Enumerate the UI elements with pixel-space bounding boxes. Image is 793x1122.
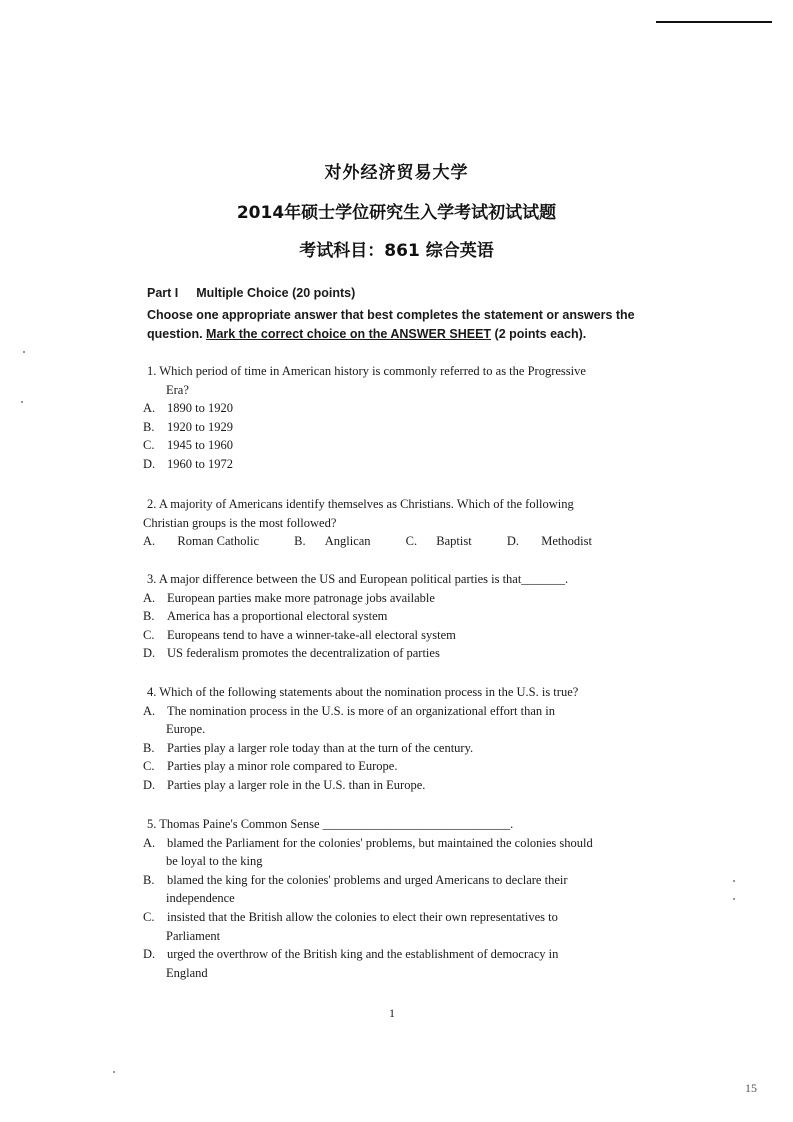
option-c: C. Parties play a minor role compared to Europe. [143, 759, 398, 774]
university-name: 对外经济贸易大学 [324, 163, 469, 183]
option-d-cont: England [166, 965, 208, 980]
question-stem: 2. A majority of Americans identify themselves as Christians. Which of the following [147, 497, 574, 511]
part-name: Multiple Choice (20 points) [196, 286, 356, 300]
option-c: C. Europeans tend to have a winner-take-all electoral system [143, 627, 456, 642]
option-a: A. The nomination process in the U.S. is more of an organizational effort than in [143, 703, 555, 718]
part-heading [147, 286, 355, 300]
corner-number: 15 [745, 1081, 757, 1095]
option-b: B. America has a proportional electoral system [143, 609, 388, 624]
option-a: A. blamed the Parliament for the colonies' problems, but maintained the colonies should [143, 835, 593, 850]
question-stem: 1. Which period of time in American history is commonly referred to as the Progressive [147, 364, 586, 378]
question-3 [143, 570, 651, 663]
option-a: A. Roman Catholic [143, 534, 259, 549]
scan-speck [23, 351, 25, 353]
option-b: B. Anglican [294, 534, 371, 549]
instruction-points: (2 points each). [494, 327, 587, 341]
option-d: D. US federalism promotes the decentralization of parties [143, 646, 440, 661]
question-stem-cont: Era? [166, 382, 189, 397]
question-stem: 4. Which of the following statements about the nomination process in the U.S. is true? [147, 685, 579, 699]
scan-speck [733, 880, 735, 882]
option-c-cont: Parliament [166, 928, 221, 943]
instruction-text: Choose one appropriate answer that best completes the statement or answers the question. [147, 308, 635, 341]
question-stem: 5. Thomas Paine's Common Sense ______________________________. [147, 817, 514, 831]
scan-speck [113, 1071, 115, 1073]
exam-title: 2014年硕士学位研究生入学考试初试试题 [236, 203, 557, 223]
option-b: B. blamed the king for the colonies' problems and urged Americans to declare their [143, 872, 568, 887]
top-rule [656, 21, 772, 23]
question-4 [143, 683, 651, 795]
option-b: B. 1920 to 1929 [143, 419, 233, 434]
instruction-underlined: Mark the correct choice on the ANSWER SHEET [206, 327, 492, 341]
part-label: Part I [147, 286, 179, 300]
option-a: A. 1890 to 1920 [143, 401, 233, 416]
option-c: C. insisted that the British allow the colonies to elect their own representatives to [143, 909, 558, 924]
option-b: B. Parties play a larger role today than at the turn of the century. [143, 740, 474, 755]
question-stem: 3. A major difference between the US and European political parties is that_______. [147, 572, 569, 586]
question-stem-cont: Christian groups is the most followed? [143, 515, 337, 530]
question-1 [143, 362, 651, 474]
option-a-cont: be loyal to the king [166, 854, 263, 869]
instructions [147, 306, 647, 344]
option-d: D. 1960 to 1972 [143, 456, 233, 471]
page-number: 1 [389, 1006, 395, 1020]
option-c: C. 1945 to 1960 [143, 438, 233, 453]
option-c: C. Baptist [405, 534, 472, 549]
question-2 [143, 495, 651, 551]
scan-speck [21, 401, 23, 403]
scan-speck [733, 898, 735, 900]
option-a-cont: Europe. [166, 722, 206, 737]
question-5 [143, 815, 651, 982]
option-d: D. urged the overthrow of the British king and the establishment of democracy in [143, 947, 559, 962]
exam-subject: 考试科目：861 综合英语 [299, 241, 494, 261]
option-a: A. European parties make more patronage jobs available [143, 590, 435, 605]
inline-options [143, 532, 651, 551]
option-d: D. Methodist [506, 534, 592, 549]
option-d: D. Parties play a larger role in the U.S. than in Europe. [143, 777, 426, 792]
option-b-cont: independence [166, 891, 235, 906]
